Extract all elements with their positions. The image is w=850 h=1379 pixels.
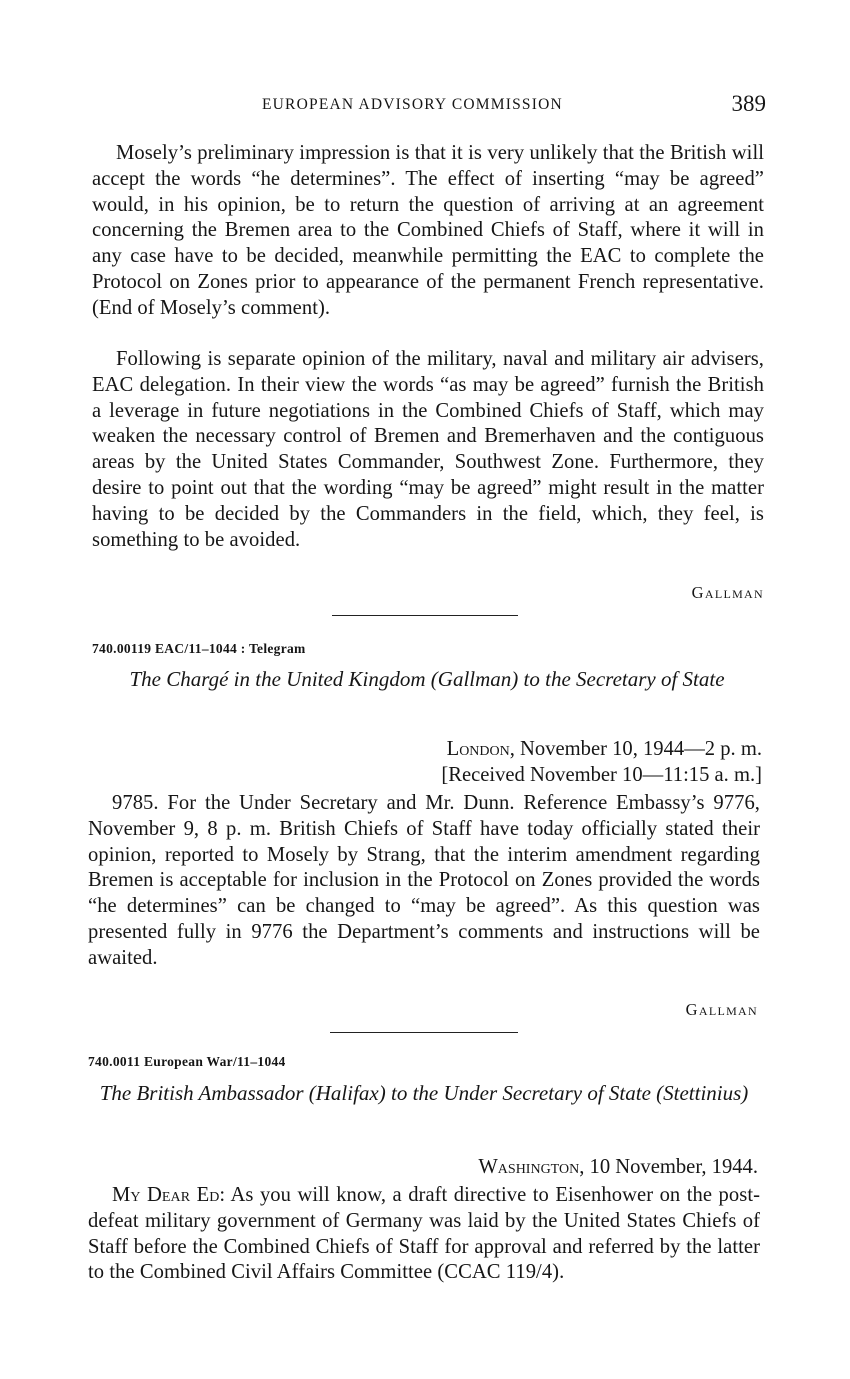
- signature-gallman-1: Gallman: [691, 583, 764, 602]
- file-number-1: 740.00119 EAC/11–1044 : Telegram: [92, 641, 306, 656]
- telegram-body: 9785. For the Under Secretary and Mr. Dunn. Reference Embassy’s 9776, November 9, 8 p. m. British Chiefs of Staff have today officially stated their opinion, reported to Mosely by Strang, that the interim amendment regarding Bremen is acceptable for inclusion in the Protocol on Zones provided the words “he determines” can be changed to “may be agreed”. As this question was presented fully in 9776 the Department’s comments and instructions will be awaited.: [88, 792, 760, 969]
- section-divider-1: [332, 615, 518, 616]
- page-number: 389: [731, 91, 766, 116]
- paragraph-military-opinion: Following is separate opinion of the military, naval and military air advisers, EAC delegation. In their view the words “as may be agreed” furnish the British a leverage in future negotiations in the Combined Chiefs of Staff, which may weaken the necessary control of Bremen and Bremerhaven and the contiguous areas by the United States Commander, Southwest Zone. Furthermore, they desire to point out that the wording “may be agreed” might result in the matter having to be decided by the Commanders in the field, which, they feel, is something to be avoided.: [92, 348, 764, 551]
- dateline-washington: [478, 1154, 758, 1180]
- letter-text: As you will know, a draft directive to Eisenhower on the post-defeat military government of Germany was laid by the United States Chiefs of Staff before the Combined Chiefs of Staff for approval and referred by the latter to the Combined Civil Affairs Committee (CCAC 119/4).: [88, 1184, 760, 1284]
- section-divider-2: [330, 1032, 518, 1033]
- file-number-2: 740.0011 European War/11–1044: [88, 1054, 286, 1069]
- dateline-date-2: , 10 November, 1944.: [579, 1156, 758, 1178]
- letter-salutation: My Dear Ed:: [112, 1184, 226, 1206]
- dateline-place: London: [446, 738, 510, 760]
- paragraph-mosely-impression: Mosely’s preliminary impression is that it is very unlikely that the British will accept the words “he determines”. The effect of inserting “may be agreed” would, in his opinion, be to return the question of arriving at an agreement concerning the Bremen area to the Combined Chiefs of Staff, where it will in any case have to be decided, meanwhile permitting the EAC to complete the Protocol on Zones prior to appearance of the permanent French representative. (End of Mosely’s comment).: [92, 142, 764, 319]
- document-title-2: The British Ambassador (Halifax) to the Under Secretary of State (Stettinius): [99, 1081, 749, 1105]
- dateline-date: , November 10, 1944—2 p. m.: [509, 738, 762, 760]
- document-title-1: The Chargé in the United Kingdom (Gallman) to the Secretary of State: [129, 667, 725, 691]
- dateline-place-2: Washington: [478, 1156, 580, 1178]
- received-note: [Received November 10—11:15 a. m.]: [441, 764, 762, 786]
- letter-body: [88, 1183, 760, 1286]
- running-head: EUROPEAN ADVISORY COMMISSION: [262, 96, 563, 113]
- dateline-london: [447, 736, 762, 762]
- signature-gallman-2: Gallman: [685, 1000, 758, 1019]
